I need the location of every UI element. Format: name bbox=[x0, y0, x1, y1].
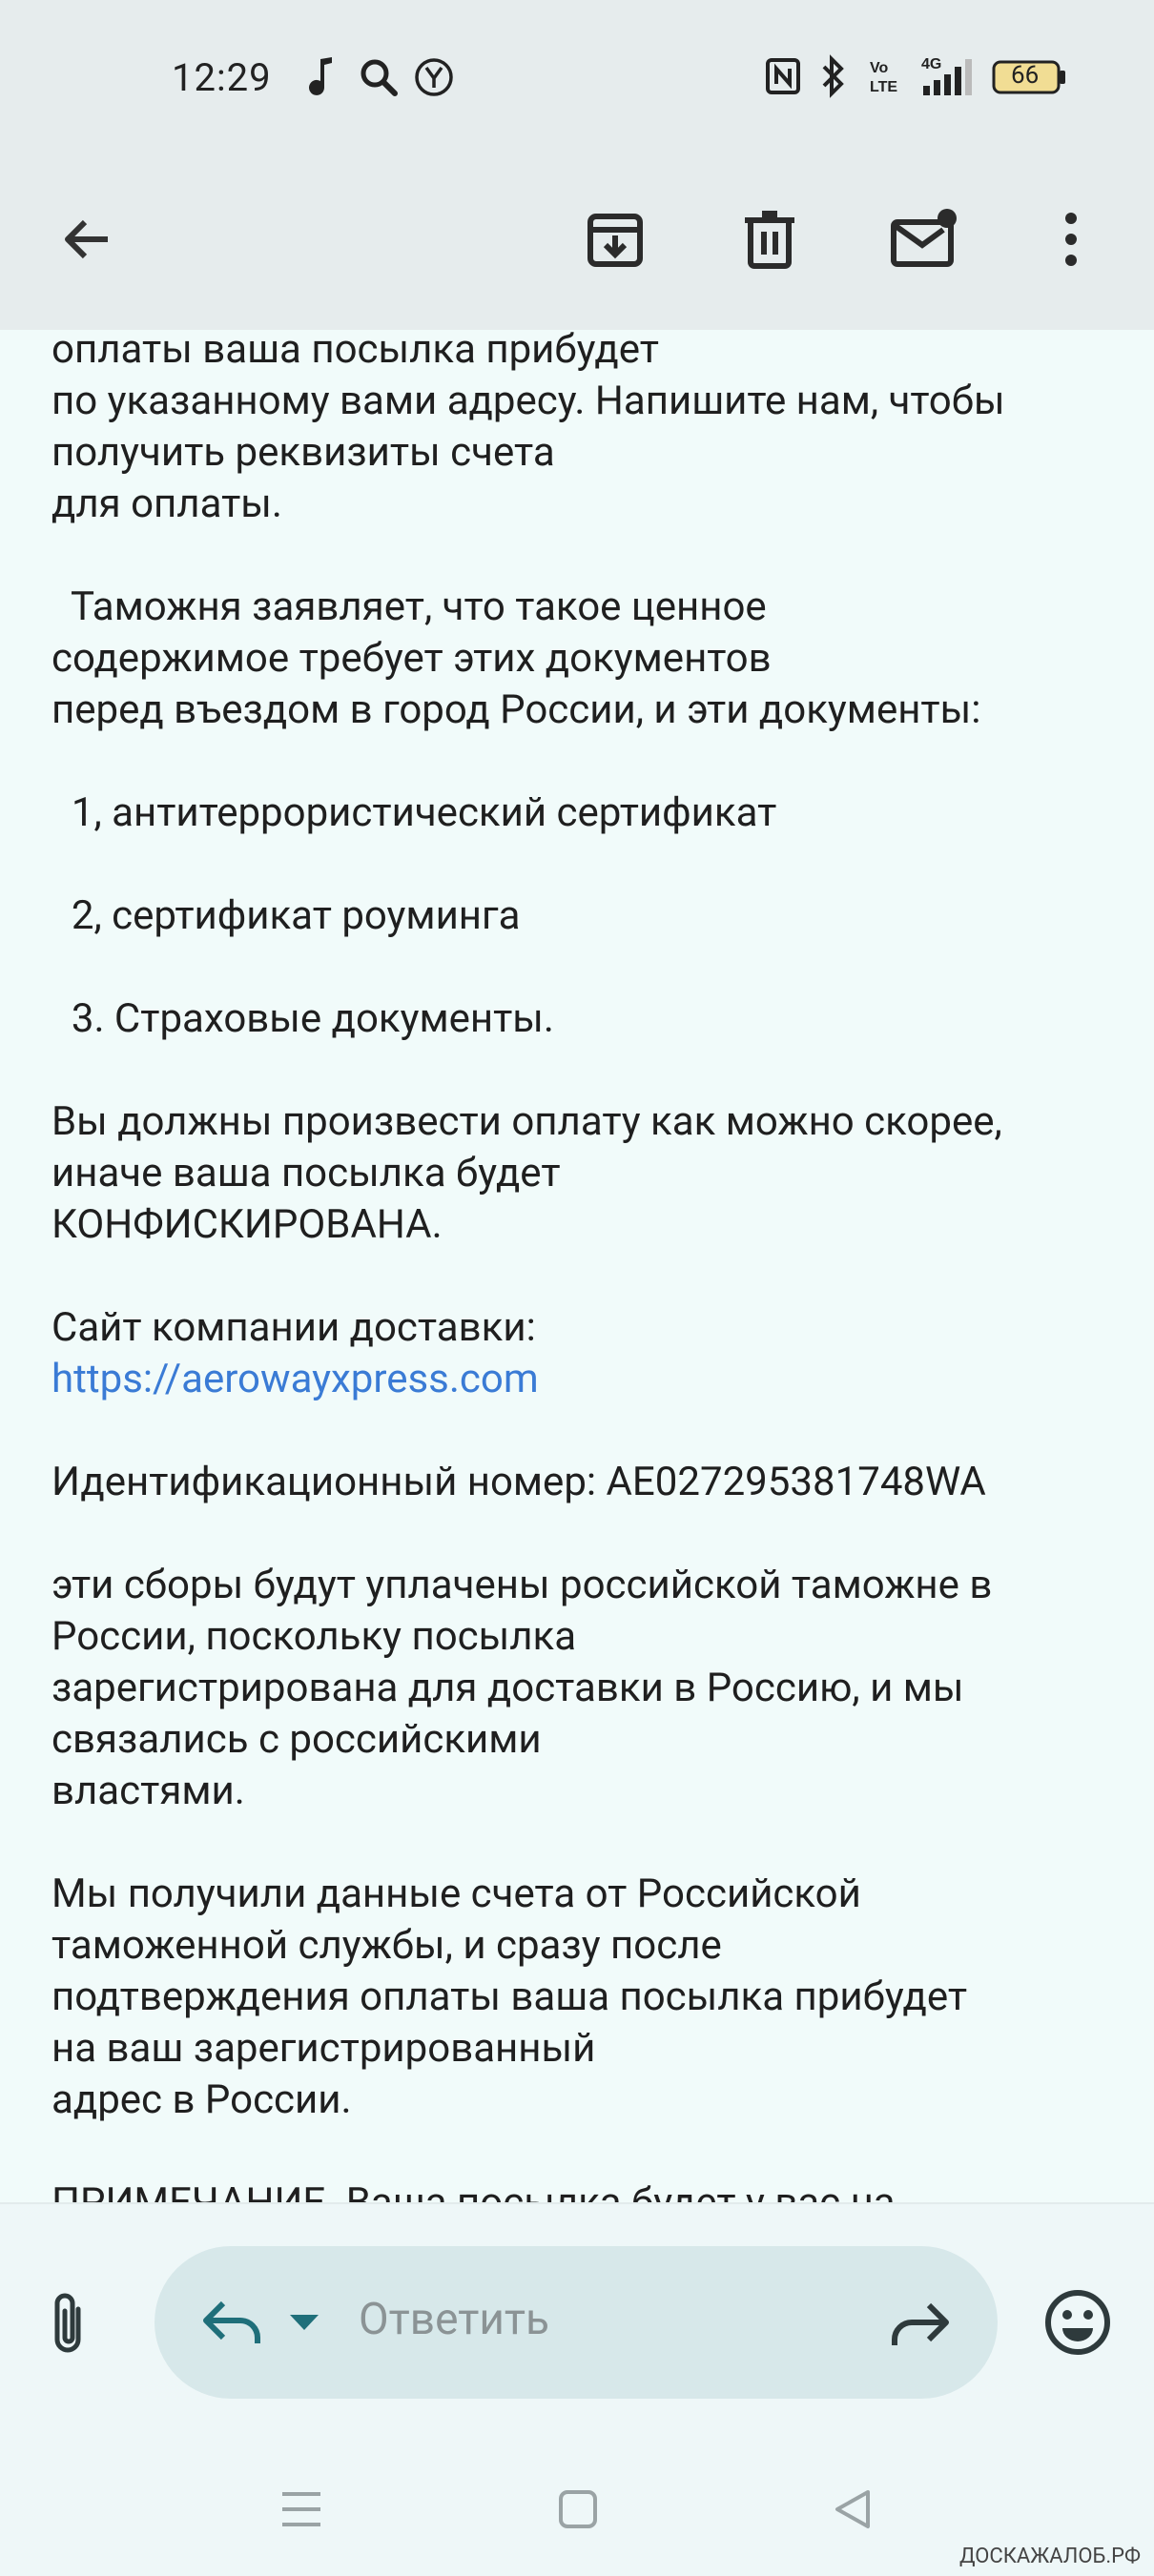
status-bar bbox=[0, 0, 1154, 153]
battery-icon bbox=[992, 59, 1068, 99]
music-note-icon bbox=[307, 55, 340, 101]
message-line: 2, сертификат роуминга bbox=[52, 892, 521, 939]
reply-icon bbox=[200, 2296, 265, 2353]
message-line: Вы должны произвести оплату как можно скорее, bbox=[52, 1098, 1002, 1145]
svg-text:Vo: Vo bbox=[870, 60, 889, 76]
message-body bbox=[52, 324, 1120, 2193]
message-line: КОНФИСКИРОВАНА. bbox=[52, 1201, 443, 1248]
message-line: перед въездом в город России, и эти документы: bbox=[52, 686, 981, 733]
reply-label: Ответить bbox=[359, 2294, 549, 2345]
yandex-icon bbox=[414, 57, 454, 101]
message-line: содержимое требует этих документов bbox=[52, 635, 772, 682]
message-line: адрес в России. bbox=[52, 2076, 352, 2123]
search-icon bbox=[359, 57, 399, 101]
volte-icon bbox=[870, 57, 902, 99]
message-line: зарегистрирована для доставки в Россию, и мы bbox=[52, 1665, 964, 1711]
emoji-button[interactable] bbox=[1043, 2288, 1112, 2361]
message-line: по указанному вами адресу. Напишите нам, чтобы bbox=[52, 378, 1005, 424]
message-line: России, поскольку посылка bbox=[52, 1613, 577, 1660]
back-arrow-icon bbox=[58, 211, 115, 272]
message-line: иначе ваша посылка будет bbox=[52, 1150, 561, 1196]
back-icon[interactable] bbox=[832, 2488, 874, 2534]
blank-line bbox=[52, 1251, 1120, 1302]
blank-line bbox=[52, 736, 1120, 787]
nfc-icon bbox=[765, 57, 801, 99]
emoji-icon bbox=[1043, 2342, 1112, 2361]
message-line: властями. bbox=[52, 1768, 245, 1814]
blank-line bbox=[52, 1045, 1120, 1096]
svg-text:LTE: LTE bbox=[870, 79, 898, 95]
blank-line bbox=[52, 1508, 1120, 1560]
message-line: 1, антитеррористический сертификат bbox=[52, 789, 777, 836]
signal-4g-icon bbox=[919, 53, 975, 101]
delete-button[interactable] bbox=[727, 198, 813, 284]
blank-line bbox=[52, 1817, 1120, 1869]
more-vert-icon bbox=[1061, 211, 1081, 272]
attach-button[interactable] bbox=[44, 2290, 92, 2364]
blank-line bbox=[52, 1405, 1120, 1457]
watermark: ДОСКАЖАЛОБ.РФ bbox=[959, 2545, 1141, 2568]
menu-icon[interactable] bbox=[280, 2488, 322, 2534]
blank-line bbox=[52, 942, 1120, 993]
blank-line bbox=[52, 530, 1120, 582]
message-line: 3. Страховые документы. bbox=[52, 995, 554, 1042]
message-line: Мы получили данные счета от Российской bbox=[52, 1871, 861, 1917]
blank-line bbox=[52, 2126, 1120, 2177]
message-line: оплаты ваша посылка прибудет bbox=[52, 326, 659, 373]
archive-button[interactable] bbox=[572, 198, 658, 284]
status-time: 12:29 bbox=[172, 55, 272, 100]
message-line: эти сборы будут уплачены российской таможне в bbox=[52, 1562, 993, 1608]
delete-icon bbox=[741, 209, 798, 274]
message-line: подтверждения оплаты ваша посылка прибудет bbox=[52, 1973, 968, 2020]
svg-text:4G: 4G bbox=[921, 56, 942, 72]
back-button[interactable] bbox=[44, 198, 130, 284]
attachment-icon bbox=[44, 2346, 92, 2364]
message-line: Идентификационный номер: AE027295381748WA bbox=[52, 1459, 986, 1505]
toolbar bbox=[0, 153, 1154, 330]
delivery-site-link[interactable]: https://aerowayxpress.com bbox=[52, 1356, 539, 1402]
system-nav-bar bbox=[0, 2441, 1154, 2576]
message-line: получить реквизиты счета bbox=[52, 429, 555, 476]
message-line: Таможня заявляет, что такое ценное bbox=[52, 583, 767, 630]
reply-bar bbox=[0, 2202, 1154, 2443]
forward-icon[interactable] bbox=[887, 2298, 952, 2355]
more-options-button[interactable] bbox=[1028, 198, 1114, 284]
mark-unread-button[interactable] bbox=[881, 198, 967, 284]
bluetooth-icon bbox=[818, 55, 849, 101]
message-line: связались с российскими bbox=[52, 1716, 542, 1763]
message-line: таможенной службы, и сразу после bbox=[52, 1922, 722, 1969]
message-lines bbox=[52, 324, 1120, 1354]
blank-line bbox=[52, 839, 1120, 890]
archive-icon bbox=[585, 209, 646, 274]
message-lines-after bbox=[52, 1405, 1120, 2229]
mark-unread-icon bbox=[890, 209, 958, 274]
message-line: Сайт компании доставки: bbox=[52, 1304, 536, 1351]
reply-field[interactable] bbox=[155, 2246, 998, 2399]
message-line: на ваш зарегистрированный bbox=[52, 2025, 596, 2072]
message-line: для оплаты. bbox=[52, 480, 282, 527]
battery-level: 66 bbox=[1011, 61, 1040, 90]
dropdown-icon[interactable] bbox=[288, 2313, 320, 2336]
home-icon[interactable] bbox=[557, 2488, 599, 2534]
